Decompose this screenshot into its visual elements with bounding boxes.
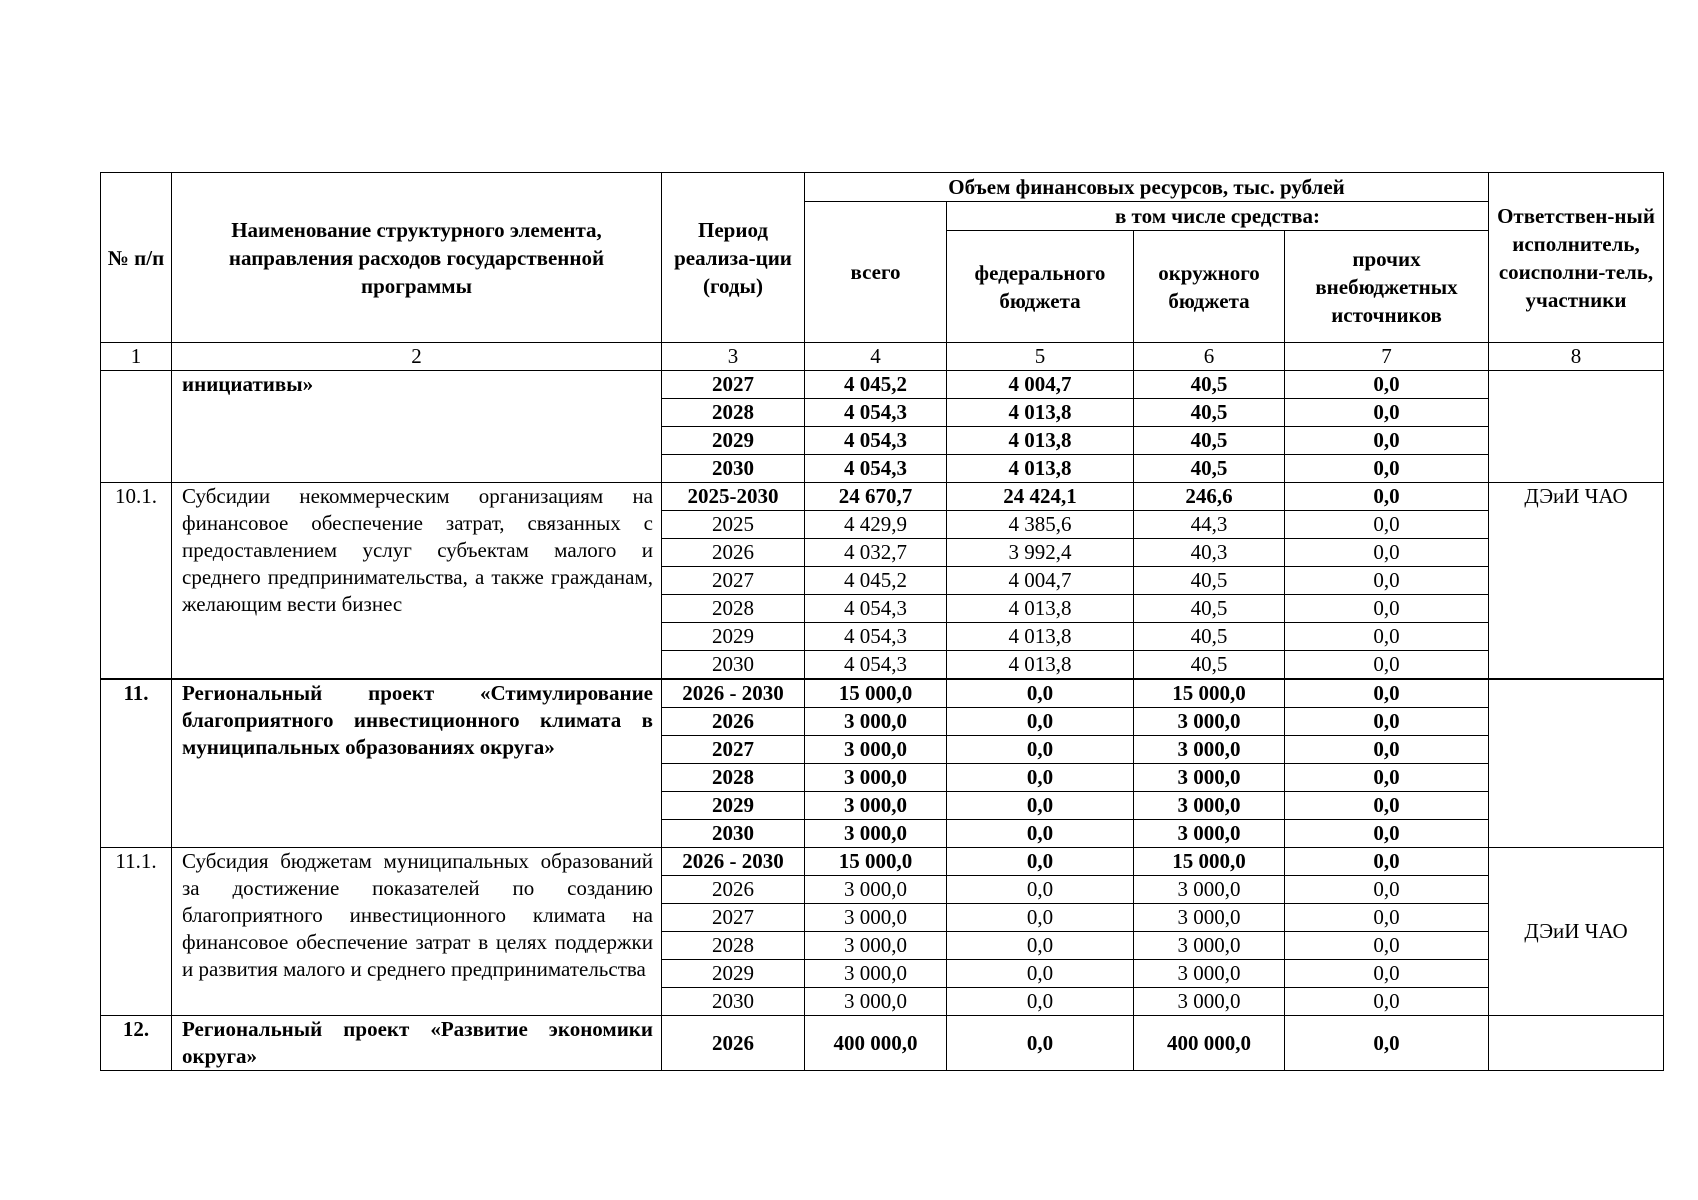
cell-period: 2025-2030 <box>662 483 805 511</box>
cell-federal: 4 013,8 <box>947 455 1134 483</box>
table-row <box>101 848 1664 876</box>
row-name: Региональный проект «Стимулирование благоприятного инвестиционного климата в муниципальных образованиях округа» <box>172 679 662 848</box>
header-responsible: Ответствен-ный исполнитель, соисполни-тель, участники <box>1489 173 1664 343</box>
row-responsible <box>1489 371 1664 483</box>
cell-federal: 3 992,4 <box>947 539 1134 567</box>
cell-period: 2028 <box>662 399 805 427</box>
cell-total: 4 054,3 <box>805 595 947 623</box>
cell-other: 0,0 <box>1285 876 1489 904</box>
cell-other: 0,0 <box>1285 764 1489 792</box>
finance-table <box>100 172 1664 1071</box>
table-row <box>101 483 1664 511</box>
cell-okrug: 3 000,0 <box>1134 708 1285 736</box>
cell-other: 0,0 <box>1285 1016 1489 1071</box>
cell-okrug: 3 000,0 <box>1134 764 1285 792</box>
cell-period: 2026 <box>662 1016 805 1071</box>
cell-federal: 4 004,7 <box>947 371 1134 399</box>
cell-total: 3 000,0 <box>805 764 947 792</box>
row-number: 11. <box>101 679 172 848</box>
cell-other: 0,0 <box>1285 427 1489 455</box>
cell-okrug: 40,5 <box>1134 399 1285 427</box>
cell-other: 0,0 <box>1285 792 1489 820</box>
cell-total: 3 000,0 <box>805 820 947 848</box>
row-name: Региональный проект «Развитие экономики округа» <box>172 1016 662 1071</box>
cell-okrug: 3 000,0 <box>1134 960 1285 988</box>
cell-other: 0,0 <box>1285 371 1489 399</box>
cell-okrug: 3 000,0 <box>1134 876 1285 904</box>
cell-period: 2029 <box>662 960 805 988</box>
cell-other: 0,0 <box>1285 736 1489 764</box>
cell-other: 0,0 <box>1285 651 1489 680</box>
cell-okrug: 400 000,0 <box>1134 1016 1285 1071</box>
row-number: 10.1. <box>101 483 172 680</box>
cell-other: 0,0 <box>1285 539 1489 567</box>
row-responsible <box>1489 679 1664 848</box>
cell-federal: 0,0 <box>947 820 1134 848</box>
col-number: 5 <box>947 343 1134 371</box>
header-other: прочих внебюджетных источников <box>1285 231 1489 343</box>
cell-federal: 0,0 <box>947 679 1134 708</box>
row-name: инициативы» <box>172 371 662 483</box>
cell-total: 4 054,3 <box>805 399 947 427</box>
cell-other: 0,0 <box>1285 455 1489 483</box>
cell-total: 15 000,0 <box>805 848 947 876</box>
cell-total: 3 000,0 <box>805 876 947 904</box>
cell-okrug: 3 000,0 <box>1134 932 1285 960</box>
cell-period: 2027 <box>662 904 805 932</box>
header-volume: Объем финансовых ресурсов, тыс. рублей <box>805 173 1489 202</box>
cell-period: 2028 <box>662 595 805 623</box>
cell-okrug: 40,5 <box>1134 651 1285 680</box>
cell-period: 2026 - 2030 <box>662 848 805 876</box>
cell-total: 4 045,2 <box>805 567 947 595</box>
cell-okrug: 40,5 <box>1134 567 1285 595</box>
row-name: Субсидии некоммерческим организациям на финансовое обеспечение затрат, связанных с предоставлением услуг субъектам малого и среднего предпринимательства, а также гражданам, желающим вести бизнес <box>172 483 662 680</box>
row-responsible: ДЭиИ ЧАО <box>1489 848 1664 1016</box>
cell-other: 0,0 <box>1285 848 1489 876</box>
table-body <box>101 371 1664 1071</box>
cell-period: 2025 <box>662 511 805 539</box>
cell-okrug: 3 000,0 <box>1134 820 1285 848</box>
header-federal: федерального бюджета <box>947 231 1134 343</box>
cell-other: 0,0 <box>1285 679 1489 708</box>
row-number <box>101 371 172 483</box>
cell-okrug: 246,6 <box>1134 483 1285 511</box>
cell-federal: 0,0 <box>947 932 1134 960</box>
cell-other: 0,0 <box>1285 595 1489 623</box>
cell-period: 2027 <box>662 371 805 399</box>
cell-total: 4 054,3 <box>805 427 947 455</box>
cell-okrug: 3 000,0 <box>1134 904 1285 932</box>
row-number: 12. <box>101 1016 172 1071</box>
cell-other: 0,0 <box>1285 988 1489 1016</box>
cell-okrug: 40,5 <box>1134 455 1285 483</box>
cell-other: 0,0 <box>1285 960 1489 988</box>
cell-federal: 4 004,7 <box>947 567 1134 595</box>
cell-period: 2029 <box>662 427 805 455</box>
col-number: 2 <box>172 343 662 371</box>
cell-period: 2029 <box>662 623 805 651</box>
row-responsible <box>1489 1016 1664 1071</box>
cell-other: 0,0 <box>1285 820 1489 848</box>
column-numbers-row <box>101 343 1664 371</box>
cell-total: 4 429,9 <box>805 511 947 539</box>
cell-total: 4 054,3 <box>805 651 947 680</box>
col-number: 1 <box>101 343 172 371</box>
row-responsible: ДЭиИ ЧАО <box>1489 483 1664 680</box>
cell-federal: 0,0 <box>947 876 1134 904</box>
cell-federal: 0,0 <box>947 764 1134 792</box>
cell-federal: 0,0 <box>947 736 1134 764</box>
cell-okrug: 15 000,0 <box>1134 848 1285 876</box>
cell-other: 0,0 <box>1285 567 1489 595</box>
header-num: № п/п <box>101 173 172 343</box>
col-number: 6 <box>1134 343 1285 371</box>
cell-total: 4 054,3 <box>805 623 947 651</box>
cell-federal: 0,0 <box>947 792 1134 820</box>
header-total: всего <box>805 202 947 343</box>
cell-other: 0,0 <box>1285 904 1489 932</box>
cell-other: 0,0 <box>1285 399 1489 427</box>
cell-total: 3 000,0 <box>805 736 947 764</box>
cell-federal: 4 013,8 <box>947 427 1134 455</box>
cell-total: 400 000,0 <box>805 1016 947 1071</box>
cell-other: 0,0 <box>1285 708 1489 736</box>
header-period: Период реализа-ции (годы) <box>662 173 805 343</box>
cell-total: 3 000,0 <box>805 792 947 820</box>
cell-period: 2026 <box>662 539 805 567</box>
table-header <box>101 173 1664 371</box>
cell-period: 2030 <box>662 651 805 680</box>
cell-period: 2028 <box>662 932 805 960</box>
cell-total: 3 000,0 <box>805 708 947 736</box>
col-number: 4 <box>805 343 947 371</box>
cell-period: 2026 - 2030 <box>662 679 805 708</box>
cell-federal: 0,0 <box>947 1016 1134 1071</box>
header-okrug: окружного бюджета <box>1134 231 1285 343</box>
cell-okrug: 44,3 <box>1134 511 1285 539</box>
cell-okrug: 15 000,0 <box>1134 679 1285 708</box>
cell-okrug: 40,5 <box>1134 371 1285 399</box>
cell-federal: 0,0 <box>947 848 1134 876</box>
cell-okrug: 3 000,0 <box>1134 736 1285 764</box>
cell-federal: 4 013,8 <box>947 399 1134 427</box>
cell-okrug: 3 000,0 <box>1134 792 1285 820</box>
cell-period: 2029 <box>662 792 805 820</box>
cell-period: 2026 <box>662 708 805 736</box>
cell-period: 2030 <box>662 988 805 1016</box>
cell-okrug: 40,5 <box>1134 595 1285 623</box>
table-row <box>101 1016 1664 1071</box>
cell-total: 3 000,0 <box>805 988 947 1016</box>
col-number: 3 <box>662 343 805 371</box>
cell-okrug: 40,5 <box>1134 427 1285 455</box>
cell-federal: 4 013,8 <box>947 651 1134 680</box>
cell-federal: 4 013,8 <box>947 623 1134 651</box>
cell-period: 2027 <box>662 567 805 595</box>
cell-total: 15 000,0 <box>805 679 947 708</box>
cell-okrug: 40,3 <box>1134 539 1285 567</box>
table-row <box>101 371 1664 399</box>
cell-federal: 0,0 <box>947 708 1134 736</box>
cell-period: 2030 <box>662 820 805 848</box>
cell-total: 4 045,2 <box>805 371 947 399</box>
cell-total: 3 000,0 <box>805 960 947 988</box>
cell-federal: 24 424,1 <box>947 483 1134 511</box>
cell-period: 2028 <box>662 764 805 792</box>
row-name: Субсидия бюджетам муниципальных образований за достижение показателей по созданию благоприятного инвестиционного климата на финансовое обеспечение затрат в целях поддержки и развития малого и среднего предпринимательства <box>172 848 662 1016</box>
table-row <box>101 679 1664 708</box>
cell-other: 0,0 <box>1285 483 1489 511</box>
cell-period: 2027 <box>662 736 805 764</box>
cell-federal: 4 385,6 <box>947 511 1134 539</box>
cell-other: 0,0 <box>1285 932 1489 960</box>
cell-federal: 4 013,8 <box>947 595 1134 623</box>
cell-federal: 0,0 <box>947 988 1134 1016</box>
cell-period: 2026 <box>662 876 805 904</box>
cell-total: 24 670,7 <box>805 483 947 511</box>
col-number: 7 <box>1285 343 1489 371</box>
cell-period: 2030 <box>662 455 805 483</box>
col-number: 8 <box>1489 343 1664 371</box>
cell-total: 3 000,0 <box>805 932 947 960</box>
cell-total: 4 054,3 <box>805 455 947 483</box>
header-name: Наименование структурного элемента, направления расходов государственной программы <box>172 173 662 343</box>
cell-okrug: 40,5 <box>1134 623 1285 651</box>
cell-total: 4 032,7 <box>805 539 947 567</box>
cell-other: 0,0 <box>1285 623 1489 651</box>
cell-okrug: 3 000,0 <box>1134 988 1285 1016</box>
cell-federal: 0,0 <box>947 904 1134 932</box>
row-number: 11.1. <box>101 848 172 1016</box>
header-incl: в том числе средства: <box>947 202 1489 231</box>
cell-other: 0,0 <box>1285 511 1489 539</box>
cell-federal: 0,0 <box>947 960 1134 988</box>
cell-total: 3 000,0 <box>805 904 947 932</box>
